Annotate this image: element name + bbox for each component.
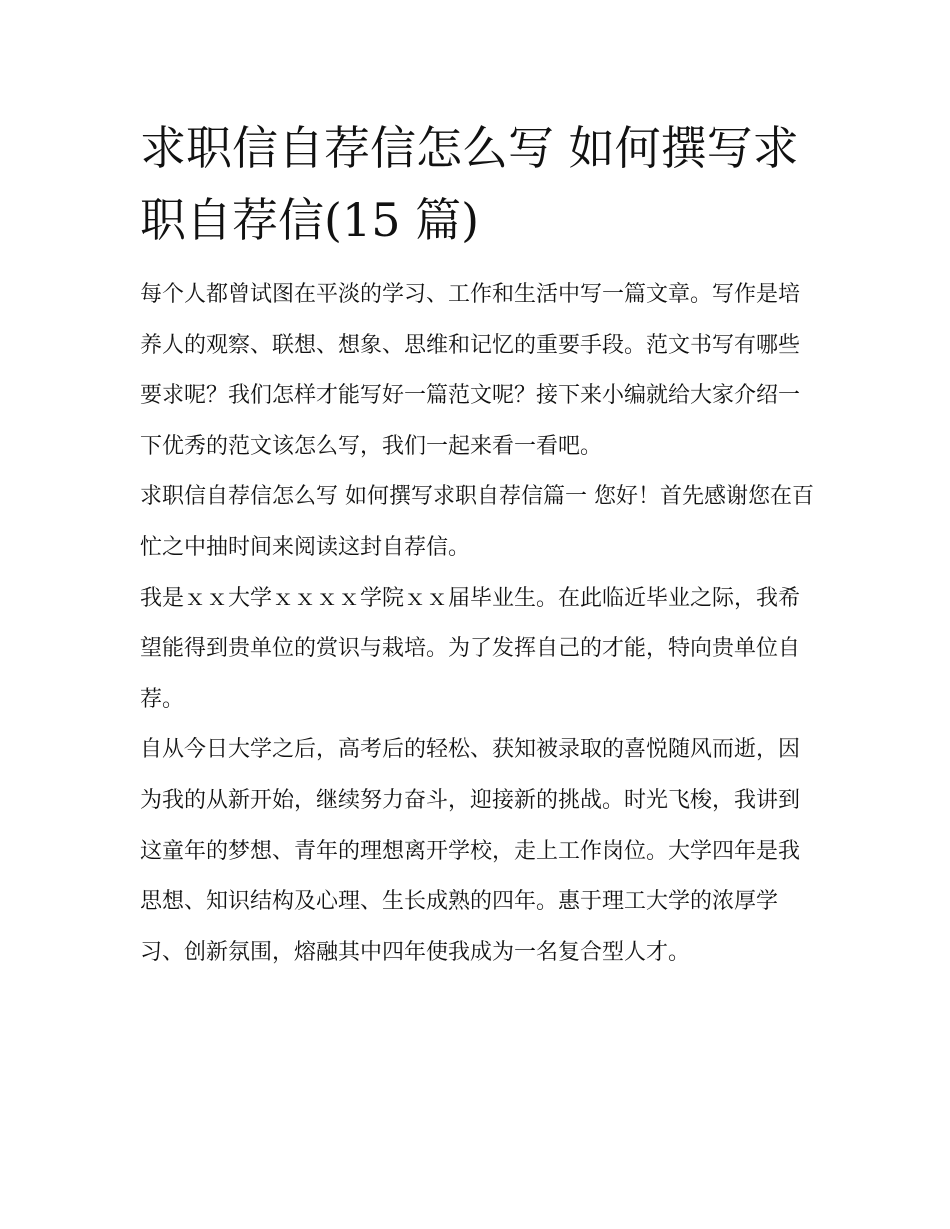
paragraph-university-experience: 自从今日大学之后，高考后的轻松、获知被录取的喜悦随风而逝，因为我的从新开始，继续努力奋斗，迎接新的挑战。时光飞梭，我讲到这童年的梦想、青年的理想离开学校，走上工作岗位。大学四年是我思想、知识结构及心理、生长成熟的四年。惠于理工大学的浓厚学习、创新氛围，熔融其中四年使我成为一名复合型人才。	[140, 737, 801, 965]
document-page	[140, 112, 815, 978]
paragraph-self-introduction: 我是ｘｘ大学ｘｘｘｘ学院ｘｘ届毕业生。在此临近毕业之际，我希望能得到贵单位的赏识与栽培。为了发挥自己的才能，特向贵单位自荐。	[140, 585, 801, 712]
paragraph-intro: 每个人都曾试图在平淡的学习、工作和生活中写一篇文章。写作是培养人的观察、联想、想象、思维和记忆的重要手段。范文书写有哪些要求呢？我们怎样才能写好一篇范文呢？接下来小编就给大家介绍一下优秀的范文该怎么写，我们一起来看一看吧。	[140, 282, 801, 459]
document-title: 求职信自荐信怎么写 如何撰写求职自荐信(15 篇)	[140, 121, 799, 247]
paragraph-greeting: 求职信自荐信怎么写 如何撰写求职自荐信篇一 您好！首先感谢您在百忙之中抽时间来阅读这封自荐信。	[140, 484, 814, 560]
document-body	[140, 270, 815, 978]
